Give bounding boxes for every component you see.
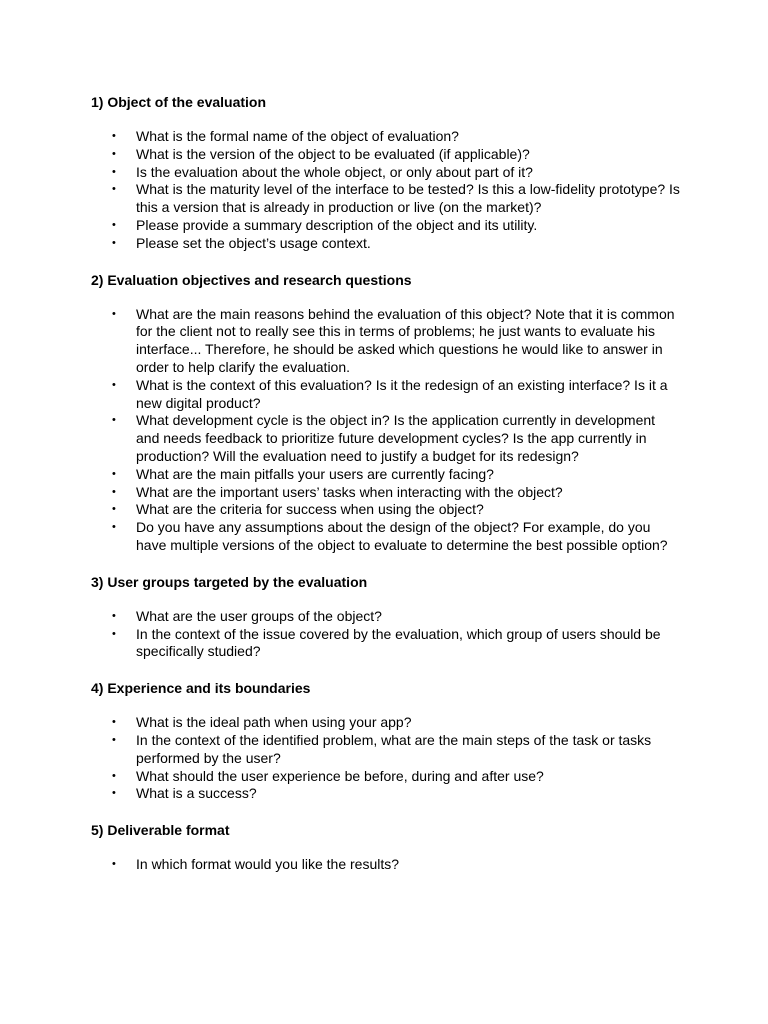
list-item: [91, 466, 681, 484]
bullet-icon: •: [112, 130, 116, 142]
question-text: What are the user groups of the object?: [136, 607, 382, 624]
list-item: [91, 306, 681, 377]
section-experience-boundaries: [91, 679, 688, 803]
question-text: Is the evaluation about the whole object, or only about part of it?: [136, 163, 533, 180]
bullet-icon: •: [112, 183, 116, 196]
list-item: [91, 146, 681, 164]
question-text: What is the maturity level of the interface to be tested? Is this a low-fidelity prototype? Is this a version that is already in production or live (on the market)?: [136, 181, 680, 216]
list-item: [91, 626, 681, 662]
bullet-icon: •: [112, 627, 116, 640]
question-list: [91, 306, 688, 555]
question-text: In the context of the identified problem, what are the main steps of the task or tasks performed by the user?: [136, 731, 652, 766]
list-item: [91, 856, 681, 874]
question-text: Do you have any assumptions about the design of the object? For example, do you have multiple versions of the object to evaluate to determine the best possible option?: [136, 519, 668, 553]
section-title: 5) Deliverable format: [91, 822, 230, 839]
question-text: What is the context of this evaluation? Is it the redesign of an existing interface? Is it a new digital product?: [136, 376, 668, 411]
section-object-of-evaluation: [91, 93, 688, 253]
question-list: [91, 856, 688, 874]
question-text: What is the ideal path when using your app?: [136, 714, 412, 731]
section-evaluation-objectives: [91, 271, 688, 555]
list-item: [91, 519, 681, 555]
question-text: What should the user experience be before, during and after use?: [136, 767, 544, 784]
question-text: What are the important users’ tasks when interacting with the object?: [136, 483, 563, 500]
bullet-icon: •: [112, 165, 116, 178]
section-title: 1) Object of the evaluation: [91, 94, 267, 110]
question-list: [91, 128, 688, 253]
list-item: [91, 484, 681, 502]
bullet-icon: •: [112, 858, 116, 871]
bullet-icon: •: [112, 769, 116, 782]
bullet-icon: •: [112, 733, 116, 746]
bullet-icon: •: [112, 503, 116, 516]
bullet-icon: •: [112, 218, 116, 231]
section-title: 3) User groups targeted by the evaluation: [91, 573, 368, 590]
bullet-icon: •: [112, 307, 116, 320]
question-text: What are the main pitfalls your users are currently facing?: [136, 465, 494, 482]
list-item: [91, 128, 681, 146]
section-deliverable-format: [91, 821, 688, 874]
list-item: [91, 164, 681, 182]
list-item: [91, 235, 681, 253]
bullet-icon: •: [112, 609, 116, 622]
bullet-icon: •: [112, 414, 116, 427]
list-item: [91, 732, 681, 768]
bullet-icon: •: [112, 787, 116, 800]
list-item: [91, 217, 681, 235]
list-item: [91, 412, 681, 465]
question-text: What are the main reasons behind the evaluation of this object? Note that it is common for the client not to really see this in terms of problems; he just wants to evaluate his interface... Therefore, he should be asked which questions he would like to answer in order to help clarify the evaluation.: [136, 305, 675, 375]
question-text: Please provide a summary description of the object and its utility.: [136, 216, 538, 233]
question-text: What is the version of the object to be evaluated (if applicable)?: [136, 145, 530, 162]
list-item: [91, 785, 681, 803]
bullet-icon: •: [112, 147, 116, 160]
section-user-groups: [91, 573, 688, 661]
question-text: What development cycle is the object in? Is the application currently in development and needs feedback to prioritize future development cycles? Is the app currently in production? Will the evaluation need to justify a budget for its redesign?: [136, 412, 656, 464]
bullet-icon: •: [112, 716, 116, 729]
section-title: 2) Evaluation objectives and research questions: [91, 271, 412, 288]
question-text: Please set the object’s usage context.: [136, 234, 371, 251]
question-list: [91, 714, 688, 803]
question-list: [91, 608, 688, 661]
bullet-icon: •: [112, 485, 116, 498]
list-item: [91, 501, 681, 519]
bullet-icon: •: [112, 236, 116, 249]
question-text: What is a success?: [136, 785, 257, 802]
list-item: [91, 714, 681, 732]
question-text: What are the criteria for success when using the object?: [136, 501, 484, 518]
question-text: What is the formal name of the object of evaluation?: [136, 128, 459, 144]
question-text: In which format would you like the results?: [136, 856, 400, 873]
list-item: [91, 608, 681, 626]
bullet-icon: •: [112, 378, 116, 391]
list-item: [91, 377, 681, 413]
bullet-icon: •: [112, 467, 116, 480]
list-item: [91, 181, 681, 217]
list-item: [91, 768, 681, 786]
bullet-icon: •: [112, 521, 116, 534]
section-title: 4) Experience and its boundaries: [91, 680, 311, 697]
question-text: In the context of the issue covered by the evaluation, which group of users should be specifically studied?: [136, 625, 661, 660]
